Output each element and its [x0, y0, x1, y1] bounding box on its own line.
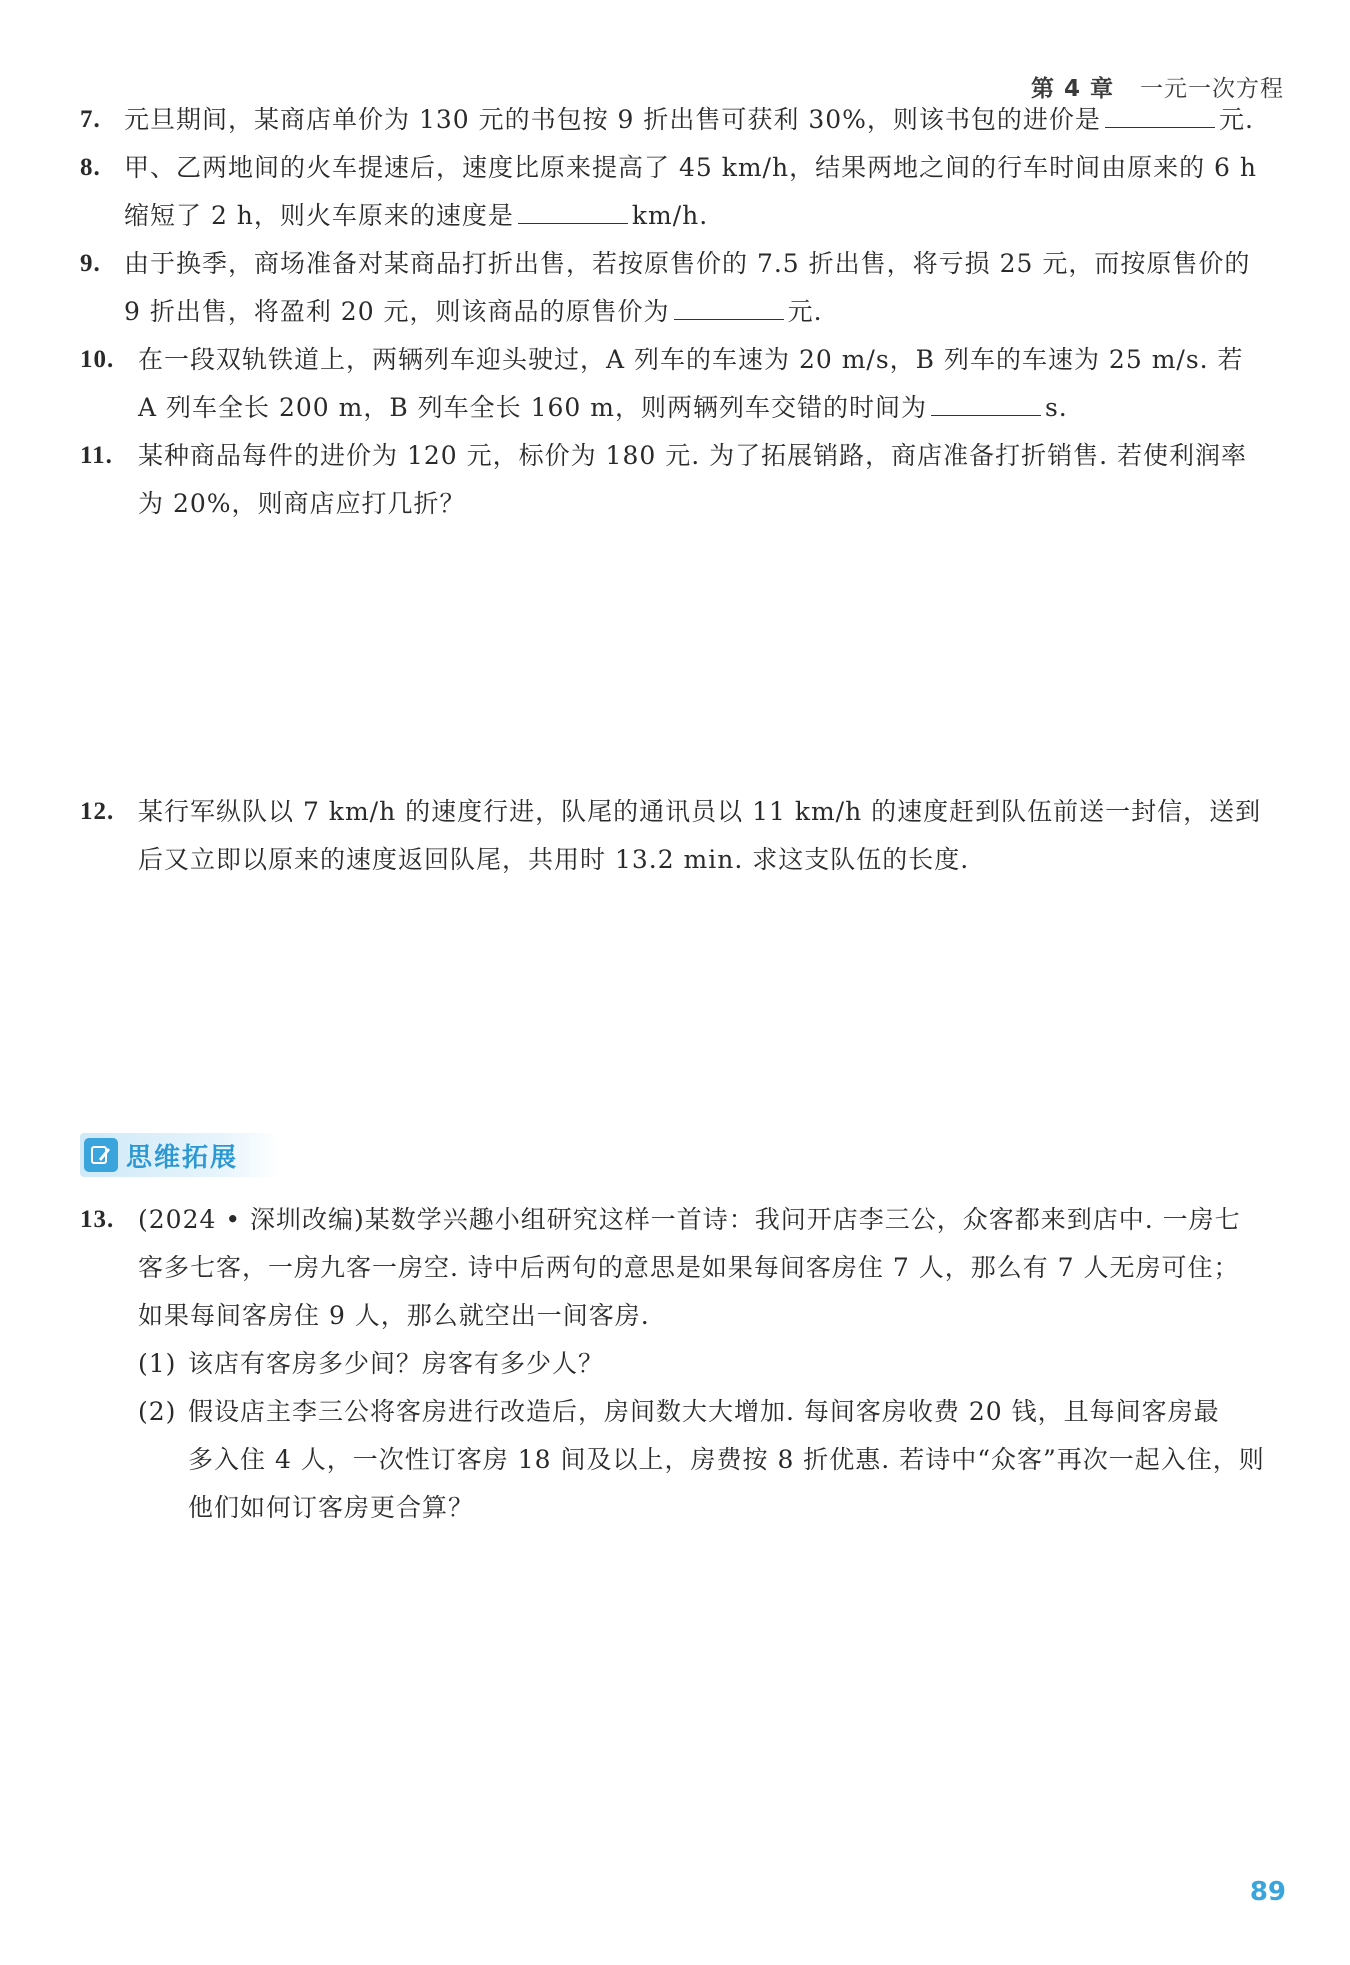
- pencil-note-icon: [84, 1138, 118, 1172]
- problem-text: [138, 432, 1285, 528]
- sub-question-number: (1): [138, 1349, 177, 1378]
- problem-text: [138, 336, 1285, 432]
- sub-question-line: 假设店主李三公将客房进行改造后，房间数大大增加. 每间客房收费 20 钱，且每间客房最: [188, 1397, 1220, 1426]
- sub-question-text: 该店有客房多少间？房客有多少人？: [188, 1349, 605, 1378]
- problem-number: 8.: [80, 154, 101, 181]
- sub-question-1: [138, 1340, 1285, 1388]
- problem-text-line: 缩短了 2 h，则火车原来的速度是: [124, 201, 514, 230]
- chapter-title: 一元一次方程: [1140, 76, 1284, 102]
- problems-block-bottom: [80, 1196, 1285, 1532]
- problem-text-line: 为 20%，则商店应打几折？: [138, 489, 466, 518]
- answer-blank: [931, 389, 1041, 416]
- problem-number: 10.: [80, 346, 115, 373]
- problem-text-line: 甲、乙两地间的火车提速后，速度比原来提高了 45 km/h，结果两地之间的行车时间由原来的 6 h: [124, 153, 1257, 182]
- problem-text-line: 在一段双轨铁道上，两辆列车迎头驶过，A 列车的车速为 20 m/s，B 列车的车速为 25 m/s. 若: [138, 345, 1244, 374]
- problem-number: 11.: [80, 442, 113, 469]
- problem-text: [124, 240, 1285, 336]
- problem-text-unit: 元.: [787, 297, 823, 326]
- problem-text-line: 后又立即以原来的速度返回队尾，共用时 13.2 min. 求这支队伍的长度.: [138, 845, 970, 874]
- problem-number: 12.: [80, 798, 115, 825]
- sub-question-line: 多入住 4 人，一次性订客房 18 间及以上，房费按 8 折优惠. 若诗中“众客”再次一起入住，则: [188, 1445, 1265, 1474]
- problem-text-unit: 元.: [1218, 105, 1254, 134]
- sub-question-2: [138, 1388, 1285, 1532]
- problem-text-unit: s.: [1044, 393, 1068, 422]
- problem-text-line: 9 折出售，将盈利 20 元，则该商品的原售价为: [124, 297, 670, 326]
- problem-text: [138, 1196, 1285, 1532]
- problem-11: [80, 432, 1285, 528]
- sub-question-number: (2): [138, 1397, 177, 1426]
- problem-text-line: 元旦期间，某商店单价为 130 元的书包按 9 折出售可获利 30%，则该书包的进价是: [124, 105, 1101, 134]
- problem-text: [138, 788, 1285, 884]
- problem-text-line: 某种商品每件的进价为 120 元，标价为 180 元. 为了拓展销路，商店准备打折销售. 若使利润率: [138, 441, 1248, 470]
- problem-13: [80, 1196, 1285, 1532]
- problem-text-line: 如果每间客房住 9 人，那么就空出一间客房.: [138, 1301, 650, 1330]
- sub-question-text: [188, 1388, 1285, 1532]
- problem-text: [124, 96, 1285, 144]
- problem-text-line: 客多七客，一房九客一房空. 诗中后两句的意思是如果每间客房住 7 人，那么有 7 人无房可住；: [138, 1253, 1240, 1282]
- page-number: 89: [1249, 1877, 1286, 1907]
- problem-text-line: A 列车全长 200 m，B 列车全长 160 m，则两辆列车交错的时间为: [138, 393, 927, 422]
- problem-number: 7.: [80, 106, 101, 133]
- section-banner: [80, 1133, 280, 1177]
- problem-text-line: 某行军纵队以 7 km/h 的速度行进，队尾的通讯员以 11 km/h 的速度赶到队伍前送一封信，送到: [138, 797, 1262, 826]
- problem-8: [80, 144, 1285, 240]
- problems-block-middle: [80, 788, 1285, 884]
- problem-number: 9.: [80, 250, 101, 277]
- problem-7: [80, 96, 1285, 144]
- sub-question-line: 他们如何订客房更合算？: [188, 1493, 475, 1522]
- problem-12: [80, 788, 1285, 884]
- problem-10: [80, 336, 1285, 432]
- answer-blank: [674, 293, 784, 320]
- section-title: 思维拓展: [126, 1142, 239, 1173]
- chapter-number: 第 4 章: [1030, 76, 1114, 102]
- problem-text-unit: km/h.: [631, 201, 709, 230]
- answer-blank: [1105, 101, 1215, 128]
- problems-block-top: [80, 96, 1285, 528]
- problem-text: [124, 144, 1285, 240]
- problem-9: [80, 240, 1285, 336]
- problem-text-line: (2024 • 深圳改编)某数学兴趣小组研究这样一首诗：我问开店李三公，众客都来到店中. 一房七: [138, 1205, 1241, 1234]
- problem-text-line: 由于换季，商场准备对某商品打折出售，若按原售价的 7.5 折出售，将亏损 25 元，而按原售价的: [124, 249, 1251, 278]
- answer-blank: [518, 197, 628, 224]
- problem-number: 13.: [80, 1206, 115, 1233]
